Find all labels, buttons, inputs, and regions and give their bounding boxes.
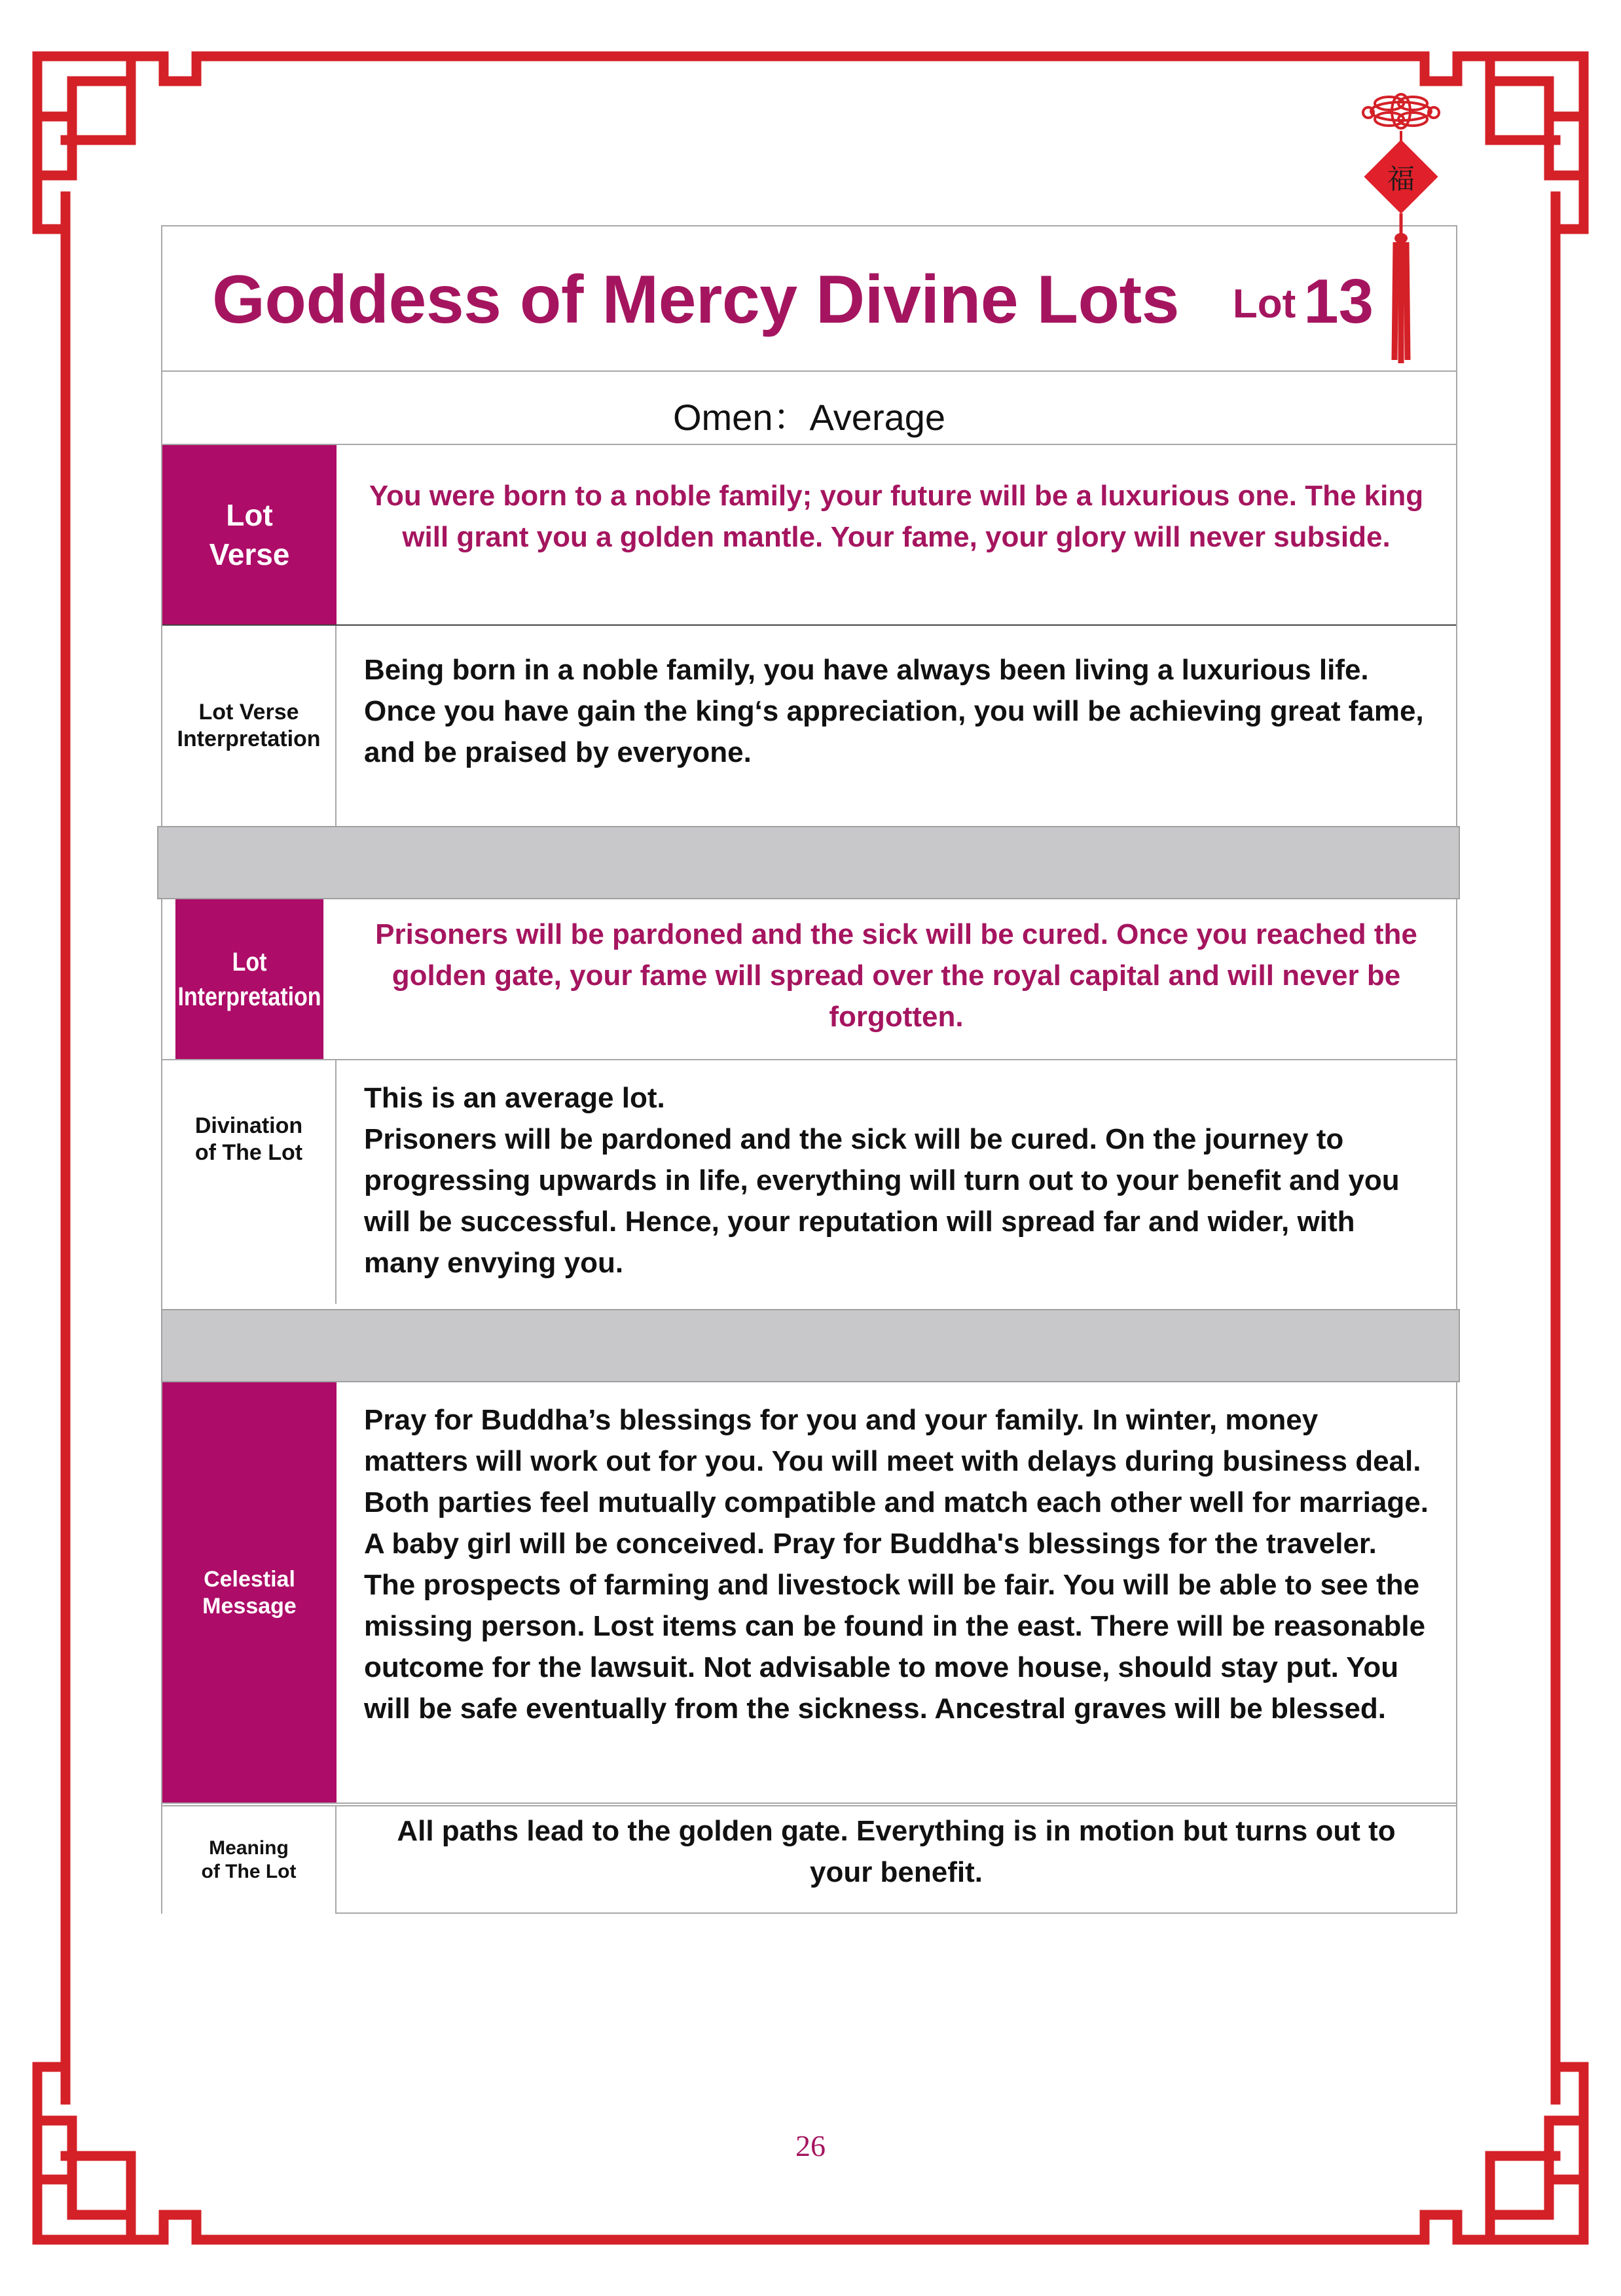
- omen-text: Omen：Average: [672, 397, 946, 438]
- label-line: Meaning: [209, 1837, 289, 1859]
- divider: [162, 1059, 1456, 1060]
- label-line: Divination: [194, 1113, 303, 1139]
- lot-verse-label: [162, 445, 337, 626]
- lot-interpretation-label: [175, 899, 323, 1060]
- lot-card: [161, 225, 1457, 1914]
- label-line: Interpretation: [177, 982, 321, 1011]
- divider: [162, 1805, 1456, 1806]
- divider: [162, 370, 1456, 372]
- fu-glyph: 福: [1387, 163, 1415, 195]
- lot-verse-interpretation-label: [162, 626, 337, 826]
- divider: [162, 624, 1456, 626]
- label-line: Interpretation: [177, 726, 321, 751]
- label-line: Lot: [232, 948, 267, 977]
- label-line: Message: [202, 1594, 297, 1619]
- top-left-corner-ornament: [37, 56, 275, 229]
- label-line: of The Lot: [201, 1861, 297, 1882]
- celestial-message-label: [162, 1382, 337, 1804]
- divination-line-2: Prisoners will be pardoned and the sick will be cured. On the journey to progressing upwards in life, everything will turn out to your benefit and you will be successful. Hence, your reputation will spread far and wider, with many envying you.: [364, 1123, 1400, 1279]
- page-title: Goddess of Mercy Divine Lots: [212, 262, 1179, 338]
- label-line: Lot: [226, 498, 273, 533]
- celestial-message-text: Pray for Buddha’s blessings for you and your family. In winter, money matters will work out for you. You will meet with delays during business deal. Both parties feel mutually compatible and match each other well for marriage. A baby girl will be conceived. Pray for Buddha's blessings for the traveler. The prospects of farming and livestock will be fair. You will be able to see the missing person. Lost items can be found in the east. There will be reasonable outcome for the lawsuit. Not advisable to move house, should stay put. You will be safe eventually from the sickness. Ancestral graves will be blessed.: [364, 1404, 1429, 1725]
- divider: [162, 1803, 1456, 1804]
- divination-text: [337, 1077, 1456, 1283]
- lot-interpretation-text: Prisoners will be pardoned and the sick will be cured. Once you reached the golden gate, your fame will spread over the royal capital and will never be forgotten.: [375, 918, 1417, 1033]
- label-line: Lot Verse: [198, 700, 299, 725]
- lot-word: Lot: [1232, 281, 1296, 327]
- meaning-label: [162, 1806, 337, 1914]
- section-spacer: [161, 1309, 1460, 1382]
- divination-label: [162, 1060, 337, 1304]
- label-line: Verse: [209, 537, 290, 571]
- lot-verse-interpretation-text: Being born in a noble family, you have always been living a luxurious life. Once you have gain the king‘s appreciation, you will be achieving great fame, and be praised by everyone.: [364, 654, 1424, 768]
- label-line: of The Lot: [194, 1140, 303, 1165]
- divider: [162, 444, 1456, 445]
- divination-line-1: This is an average lot.: [364, 1082, 665, 1114]
- lot-number: 13: [1303, 266, 1374, 336]
- section-spacer: [157, 826, 1460, 899]
- chinese-knot-ornament: [1349, 85, 1453, 373]
- lot-verse-text: You were born to a noble family; your future will be a luxurious one. The king will grant you a golden mantle. Your fame, your glory will never subside.: [369, 480, 1424, 553]
- meaning-text: All paths lead to the golden gate. Everything is in motion but turns out to your benefit.: [397, 1815, 1396, 1888]
- page-number: 26: [795, 2129, 826, 2162]
- label-line: Celestial: [204, 1567, 295, 1592]
